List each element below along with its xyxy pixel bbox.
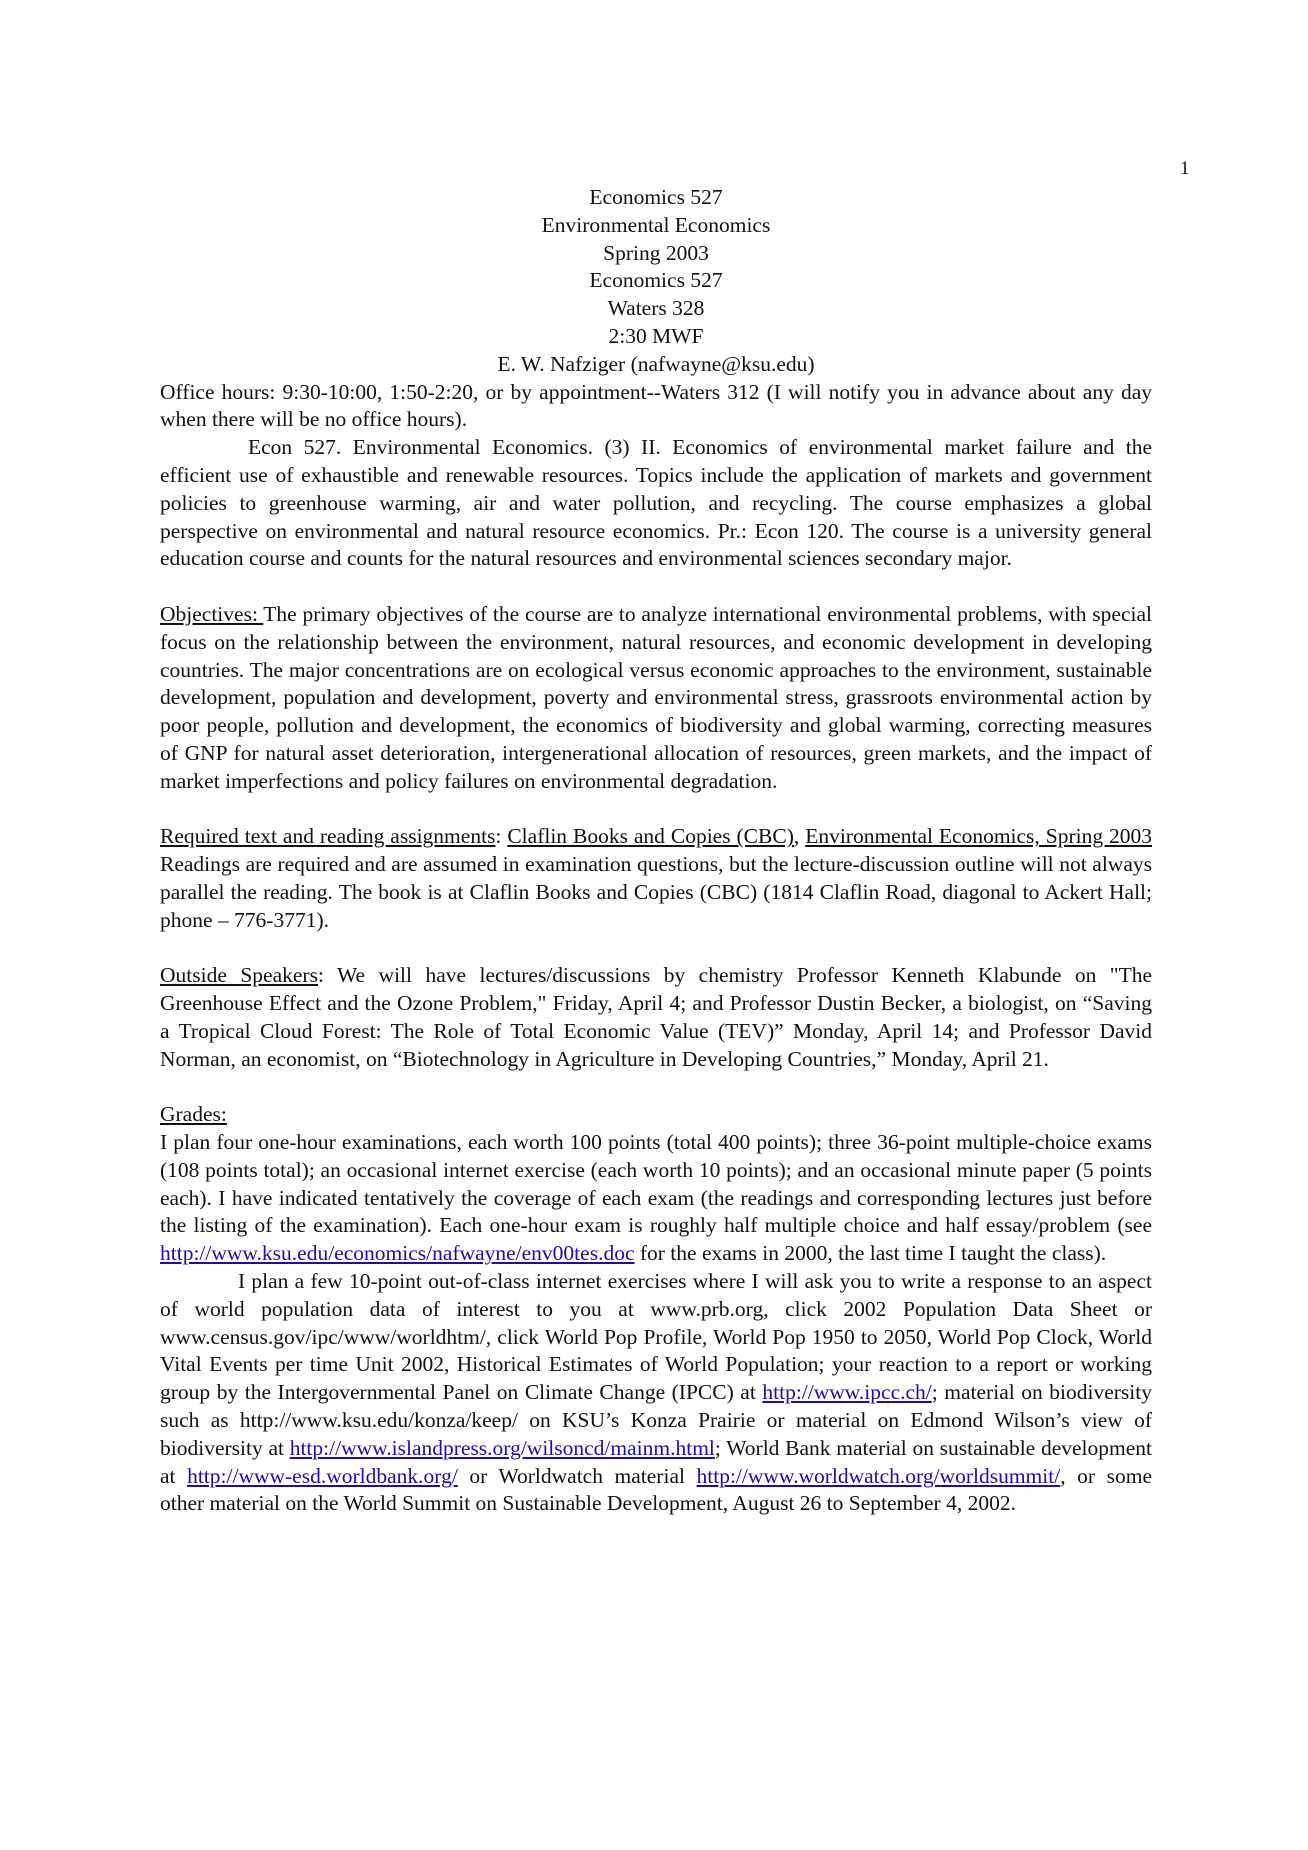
page-number: 1	[1180, 158, 1190, 179]
exercise-text: ; material on biodiversity such as http://www.ksu.edu/konza/keep/ on KSU’s Konza Prairie or material on Edmond Wilson’s view of biodiversity at	[160, 1380, 1152, 1460]
grades-paragraph	[160, 1129, 1152, 1268]
grades-text: I plan four one-hour examinations, each worth 100 points (total 400 points); three 36-point multiple-choice exams (108 points total); an occasional internet exercise (each worth 10 points); and an occasional minute paper (5 points each). I have indicated tentatively the coverage of each exam (the readings and corresponding lectures just before the listing of the examination). Each one-hour exam is roughly half multiple choice and half essay/problem (see	[160, 1130, 1152, 1238]
internet-exercises-paragraph	[160, 1268, 1152, 1518]
course-number: Economics 527	[589, 185, 723, 209]
objectives-text: The primary objectives of the course are to analyze international environmental problems, with special focus on the relationship between the environment, natural resources, and economic development in developing countries. The major concentrations are on ecological versus economic approaches to the environment, sustainable development, population and development, poverty and environmental stress, grassroots environmental action by poor people, pollution and development, the economics of biodiversity and global warming, correcting measures of GNP for natural asset deterioration, intergenerational allocation of resources, green markets, and the impact of market imperfections and policy failures on environmental degradation.	[160, 601, 1152, 793]
syllabus-page	[160, 184, 1152, 1518]
grades-heading: Grades:	[160, 1102, 227, 1127]
textbook-title: Environmental Economics, Spring 2003	[805, 824, 1153, 849]
ipcc-link[interactable]: http://www.ipcc.ch/	[762, 1380, 932, 1405]
exercise-text: , or some other material on the World Summit on Sustainable Development, August 26 to September 4, 2002.	[160, 1463, 1152, 1516]
course-title: Environmental Economics	[541, 212, 771, 237]
course-time: 2:30 MWF	[608, 323, 704, 348]
required-text-heading: Required text and reading assignments	[160, 824, 496, 849]
worldwatch-link[interactable]: http://www.worldwatch.org/worldsummit/	[696, 1463, 1061, 1488]
speakers-heading: Outside Speakers	[160, 963, 318, 988]
office-hours: Office hours: 9:30-10:00, 1:50-2:20, or by appointment--Waters 312 (I will notify you in advance about any day when there will be no office hours).	[160, 379, 1152, 432]
course-header	[160, 184, 1152, 379]
course-term: Spring 2003	[603, 240, 709, 265]
grades-heading-line	[160, 1101, 1152, 1129]
objectives-section	[160, 601, 1152, 796]
objectives-heading: Objectives:	[160, 601, 264, 626]
separator: :	[495, 824, 508, 849]
required-text-body: Readings are required and are assumed in examination questions, but the lecture-discussion outline will not always parallel the reading. The book is at Claflin Books and Copies (CBC) (1814 Claflin Road, diagonal to Ackert Hall; phone – 776-3771).	[160, 852, 1152, 932]
speakers-text: : We will have lectures/discussions by chemistry Professor Kenneth Klabunde on "The Greenhouse Effect and the Ozone Problem," Friday, April 4; and Professor Dustin Becker, a biologist, on “Saving a Tropical Cloud Forest: The Role of Total Economic Value (TEV)” Monday, April 14; and Professor David Norman, an economist, on “Biotechnology in Agriculture in Developing Countries,” Monday, April 21.	[160, 963, 1152, 1071]
speakers-section	[160, 962, 1152, 1073]
course-number-repeat: Economics 527	[589, 268, 723, 293]
exercise-text: I plan a few 10-point out-of-class internet exercises where I will ask you to write a response to an aspect of world population data of interest to you at www.prb.org, click 2002 Population Data Sheet or www.census.gov/ipc/www/worldhtm/, click World Pop Profile, World Pop 1950 to 2050, World Pop Clock, World Vital Events per time Unit 2002, Historical Estimates of World Population; your reaction to a report or working group by the Intergovernmental Panel on Climate Change (IPCC) at	[160, 1269, 1152, 1405]
course-room: Waters 328	[607, 296, 705, 321]
grades-text: for the exams in 2000, the last time I taught the class).	[634, 1241, 1107, 1266]
exams-2000-link[interactable]: http://www.ksu.edu/economics/nafwayne/env00tes.doc	[160, 1241, 635, 1266]
worldbank-link[interactable]: http://www-esd.worldbank.org/	[187, 1463, 458, 1488]
islandpress-link[interactable]: http://www.islandpress.org/wilsoncd/mainm.html	[289, 1435, 715, 1460]
instructor-line: E. W. Nafziger (nafwayne@ksu.edu)	[497, 351, 815, 376]
exercise-text: ; World Bank material on sustainable development at	[160, 1435, 1152, 1488]
required-text-section	[160, 823, 1152, 934]
exercise-text: or Worldwatch material	[457, 1463, 697, 1488]
separator: ,	[793, 824, 806, 849]
course-description: Econ 527. Environmental Economics. (3) II. Economics of environmental market failure and the efficient use of exhaustible and renewable resources. Topics include the application of markets and government policies to greenhouse warming, air and water pollution, and recycling. The course emphasizes a global perspective on environmental and natural resource economics. Pr.: Econ 120. The course is a university general education course and counts for the natural resources and environmental sciences secondary major.	[160, 435, 1152, 571]
bookstore-name: Claflin Books and Copies (CBC)	[507, 824, 794, 849]
